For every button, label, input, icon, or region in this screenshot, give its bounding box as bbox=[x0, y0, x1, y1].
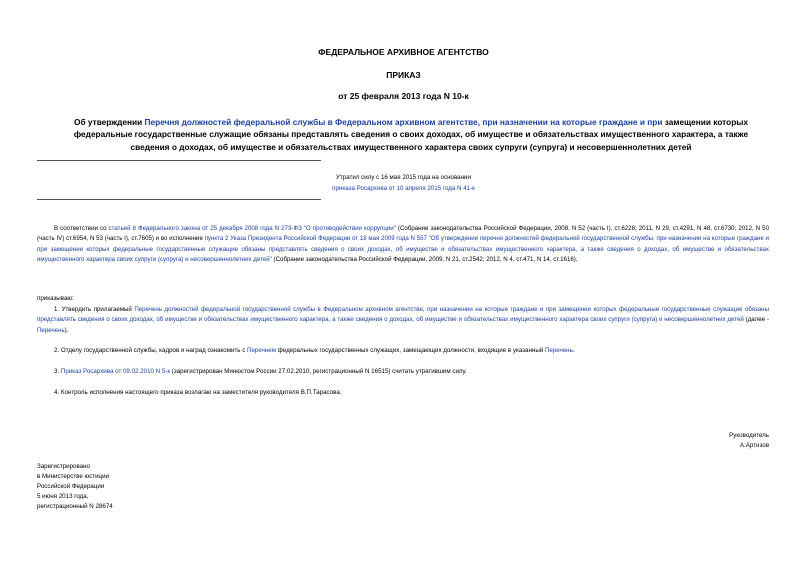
preamble-text: (Собрание законодательства Российской Федерации, 2009, N 21, ст.2542; 2012, N 4, ст.471, N 14, ст.1616), bbox=[271, 256, 578, 264]
signature-block bbox=[729, 431, 769, 451]
item-text: (далее - bbox=[743, 316, 769, 324]
document-type: ПРИКАЗ bbox=[386, 70, 421, 80]
registration-line: в Министерстве юстиции bbox=[37, 473, 110, 480]
item-text: (зарегистрирован Минюстом России 27.02.2010, регистрационный N 16515) считать утратившим силу. bbox=[170, 368, 467, 375]
registration-line: Зарегистрировано bbox=[37, 463, 90, 470]
registration-line: 5 июня 2013 года, bbox=[37, 493, 89, 500]
item-text: ). bbox=[64, 326, 69, 334]
preamble-text: В соответствии со bbox=[54, 225, 109, 232]
signature-name: А.Артизов bbox=[739, 442, 769, 449]
item-1-link-short[interactable]: Перечень bbox=[37, 326, 65, 334]
title-prefix: Об утверждении bbox=[74, 117, 145, 127]
item-2-link-list[interactable]: Перечнем bbox=[247, 347, 276, 354]
preamble-text: (Собрание законодательства Российской Федерации, 2008, N 52 (часть I), ст.6228; 2011, N 29, ст.4291, N 48, ст.6730; 2012, N 50 (часть IV) ст.6954, N 53 (часть I), ст.7605) и во исполнение bbox=[37, 225, 770, 243]
document-title bbox=[56, 116, 766, 153]
preamble-link-law[interactable]: статьей 8 Федерального закона от 25 декабря 2008 года N 273-ФЗ "О противодействии коррупции" bbox=[108, 225, 396, 232]
signature-position: Руководитель bbox=[729, 432, 769, 439]
status-note-link[interactable]: приказа Росархива от 10 апреля 2015 года N 41-к bbox=[332, 185, 475, 192]
item-4: 4. Контроль исполнения настоящего приказа возлагаю на заместителя руководителя В.П.Тарасова. bbox=[54, 389, 342, 396]
item-2 bbox=[54, 346, 575, 356]
item-3 bbox=[54, 367, 467, 377]
divider-bottom bbox=[37, 199, 321, 200]
item-1-link-list[interactable]: Перечень должностей федеральной государственной службы в Федеральном архивном агентстве, при назначении на которые граждане и при замещении которых федеральные государственные служащие обязаны представлять сведения о своих доходах, об имуществе и обязательствах имущественного характера, а также сведения о доходах, об имуществе и обязательствах имущественного характера своих супруги (супруга) и несовершеннолетних детей bbox=[37, 306, 769, 324]
status-note bbox=[0, 173, 807, 194]
title-link[interactable]: Перечня должностей федеральной службы в Федеральном архивном агентстве, при назначении на которые граждане и при bbox=[144, 117, 663, 127]
item-text: . bbox=[572, 347, 575, 354]
status-note-line: Утратил силу с 16 мая 2015 года на основании bbox=[336, 174, 471, 181]
registration-line: регистрационный N 28674 bbox=[37, 503, 113, 510]
preamble-link-decree[interactable]: пункта 2 Указа Президента Российской Федерации от 18 мая 2009 года N 557 "Об утверждении перечня должностей федеральной государственной службы, при назначении на которые граждане и при замещении которых федеральные государственные служащие обязаны представлять сведения о своих доходах, об имуществе и обязательствах имущественного характера, а также сведения о доходах, об имуществе и обязательствах имущественного характера своих супруги (супруга) и несовершеннолетних детей" bbox=[37, 235, 769, 264]
document-date-number: от 25 февраля 2013 года N 10-к bbox=[338, 91, 469, 101]
title-rest: замещении которых федеральные государственные служащие обязаны представлять сведения о своих доходах, об имуществе и обязательствах имущественного характера, а также сведения о доходах, об имуществе и обязательствах имущественного характера своих супруги (супруга) и несовершеннолетних детей bbox=[73, 117, 749, 152]
divider-top bbox=[37, 160, 321, 161]
item-1 bbox=[37, 305, 769, 336]
item-text: федеральных государственных служащих, замещающих должности, входящие в указанный bbox=[275, 347, 545, 354]
agency-name: ФЕДЕРАЛЬНОЕ АРХИВНОЕ АГЕНТСТВО bbox=[318, 47, 489, 57]
item-text: 1. Утвердить прилагаемый bbox=[54, 306, 135, 313]
registration-line: Российской Федерации bbox=[37, 483, 105, 490]
registration-block bbox=[37, 462, 113, 512]
item-text: 3. bbox=[54, 368, 61, 375]
item-text: 2. Отделу государственной службы, кадров и наград ознакомить с bbox=[54, 347, 248, 354]
preamble-paragraph bbox=[37, 224, 769, 266]
item-2-link-list-2[interactable]: Перечень bbox=[544, 347, 573, 354]
item-3-link-order[interactable]: Приказ Росархива от 09.02.2010 N 5-к bbox=[60, 368, 171, 375]
order-word: приказываю: bbox=[37, 295, 74, 302]
